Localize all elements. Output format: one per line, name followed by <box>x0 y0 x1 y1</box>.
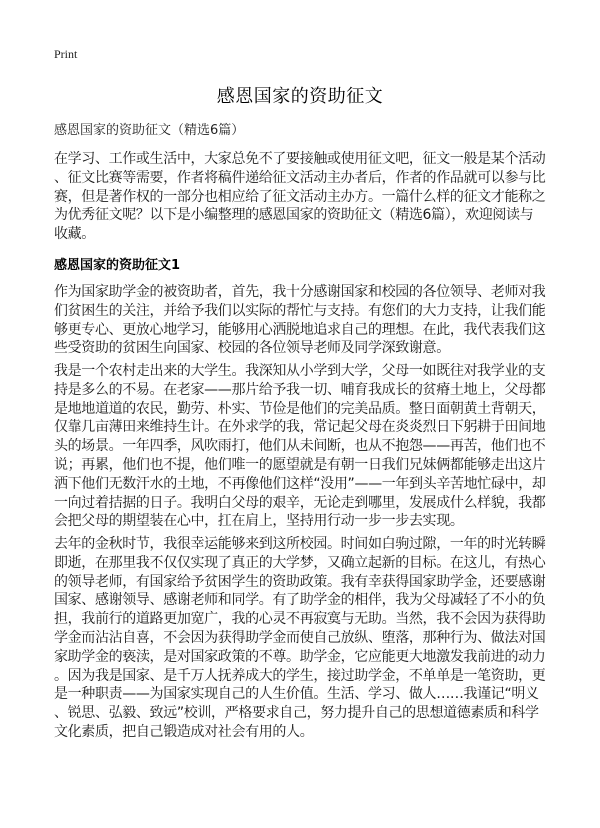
text-line: 作为国家助学金的被资助者，首先，我十分感谢国家和校园的各位领导、老师对我 <box>54 284 546 300</box>
text-line: 会把父母的期望装在心中，扛在肩上，坚持用行动一步一步去实现。 <box>54 513 464 530</box>
text-line: 是一种职责——为国家实现自己的人生价值。生活、学习、做人……我谨记“明义 <box>54 686 539 703</box>
text-line: 即逝，在那里我不仅仅实现了真正的大学梦，又确立起新的目标。在这儿，有热心 <box>54 554 546 571</box>
text-line: 学金而沾沾自喜，不会因为获得助学金而使自己放纵、堕落，那种行为、做法对国 <box>54 629 546 646</box>
text-line: 、征文比赛等需要，作者将稿件递给征文活动主办者后，作者的作品就可以参与比 <box>54 169 546 186</box>
text-line: 国家、感谢领导、感谢老师和同学。有了助学金的相伴，我为父母减轻了不小的负 <box>54 592 546 609</box>
text-line: 够更专心、更放心地学习，能够用心洒脱地追求自己的理想。在此，我代表我们这 <box>54 321 546 338</box>
section-heading: 感恩国家的资助征文1 <box>54 258 181 273</box>
body-paragraph <box>54 283 554 358</box>
text-line: 头的场景。一年四季，风吹雨打，他们从未间断，也从不抱怨——再苦，他们也不 <box>54 438 546 455</box>
text-line: 去年的金秋时节，我很幸运能够来到这所校园。时间如白驹过隙，一年的时光转瞬 <box>54 536 546 552</box>
text-line: 。因为我是国家、是千万人抚养成大的学生，接过助学金，不单单是一笔资助，更 <box>54 667 546 684</box>
text-line: 们贫困生的关注，并给予我们以实际的帮忙与支持。有您们的大力支持，让我们能 <box>54 302 546 319</box>
text-line: 仅靠几亩薄田来维持生计。在外求学的我，常记起父母在炎炎烈日下躬耕于田间地 <box>54 419 546 436</box>
text-line: 洒下他们无数汗水的土地，不再像他们这样“没用”——一年到头辛苦地忙碌中，却 <box>54 475 546 492</box>
text-line: 说；再累，他们也不提，他们唯一的愿望就是有朝一日我们兄妹俩都能够走出这片 <box>54 456 546 473</box>
text-line: 的领导老师，有国家给予贫困学生的资助政策。我有幸获得国家助学金，还要感谢 <box>54 573 546 590</box>
body-paragraph <box>54 535 554 742</box>
text-line: 担，我前行的道路更加宽广，我的心灵不再寂寞与无助。当然，我不会因为获得助 <box>54 611 546 628</box>
text-line: 在学习、工作或生活中，大家总免不了要接触或使用征文吧，征文一般是某个活动 <box>54 151 546 167</box>
document-title: 感恩国家的资助征文 <box>216 86 384 107</box>
document-subtitle: 感恩国家的资助征文（精选6篇） <box>54 123 245 138</box>
text-line: 赛，但是著作权的一部分也相应给了征文活动主办方。一篇什么样的征文才能称之 <box>54 188 546 205</box>
text-line: 收藏。 <box>54 226 95 243</box>
text-line: 是地地道道的农民，勤劳、朴实、节俭是他们的完美品质。整日面朝黄土背朝天， <box>54 400 546 417</box>
text-line: 持是多么的不易。在老家——那片给予我一切、哺育我成长的贫瘠土地上，父母都 <box>54 381 546 398</box>
print-label[interactable]: Print <box>54 47 78 61</box>
text-line: 家助学金的亵渎，是对国家政策的不尊。助学金，它应能更大地激发我前进的动力 <box>54 648 546 665</box>
text-line: 文化素质，把自己锻造成对社会有用的人。 <box>54 723 314 740</box>
text-line: 一向过着拮据的日子。我明白父母的艰辛，无论走到哪里，发展成什么样貌，我都 <box>54 494 546 511</box>
body-paragraph <box>54 362 554 531</box>
text-line: 我是一个农村走出来的大学生。我深知从小学到大学，父母一如既往对我学业的支 <box>54 363 546 379</box>
text-line: 些受资助的贫困生向国家、校园的各位领导老师及同学深致谢意。 <box>54 340 450 357</box>
intro-paragraph <box>54 150 554 244</box>
text-line: 、锐思、弘毅、致远”校训，严格要求自己，努力提升自己的思想道德素质和科学 <box>54 705 539 722</box>
text-line: 为优秀征文呢？以下是小编整理的感恩国家的资助征文（精选6篇），欢迎阅读与 <box>54 207 534 224</box>
